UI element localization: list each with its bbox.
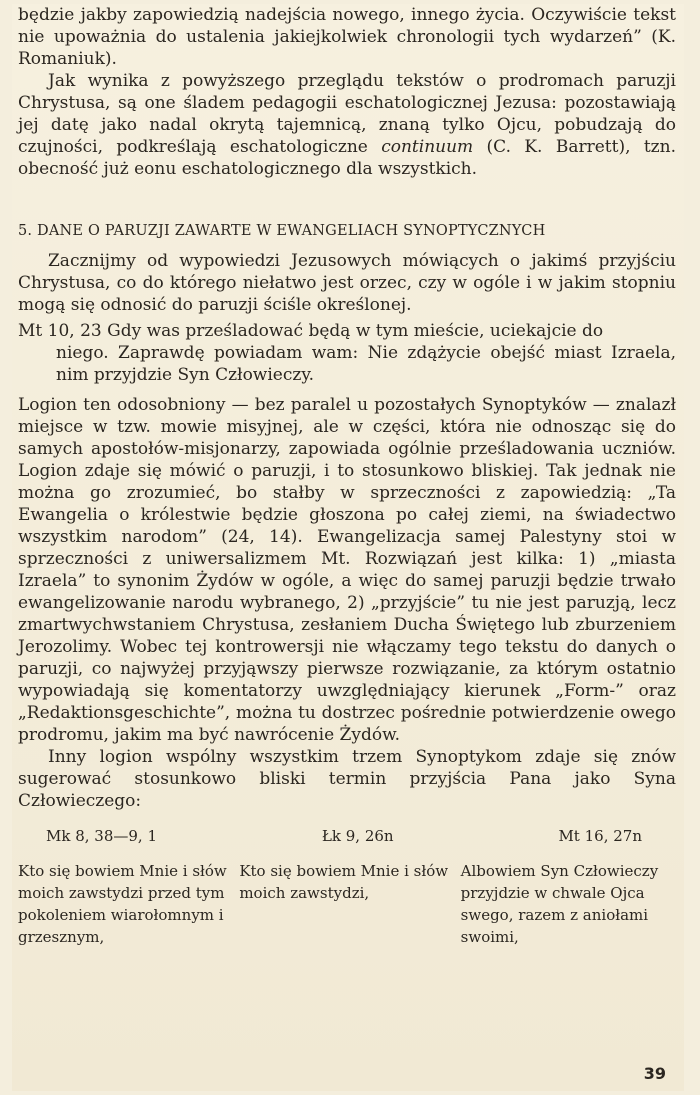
column-head-mk: Mk 8, 38—9, 1	[46, 827, 158, 845]
paragraph-2: Zacznijmy od wypowiedzi Jezusowych mówiących o jakimś przyjściu Chrystusa, co do którego niełatwo jest orzec, czy w ogóle i w jakim stopniu mogą się odnosić do paruzji ściśle określonej.	[18, 251, 676, 315]
page-content	[12, 4, 684, 948]
paragraph-1-end: (C. K. Barrett), tzn. obecność już eonu eschatologicznego dla wszystkich.	[18, 137, 676, 179]
synopsis-columns	[18, 860, 676, 948]
section-title: 5. DANE O PARUZJI ZAWARTE W EWANGELIACH SYNOPTYCZNYCH	[18, 223, 546, 239]
intro-paragraph: będzie jakby zapowiedzią nadejścia nowego, innego życia. Oczywiście tekst nie upoważnia do ustalenia jakiejkolwiek chronologii tych wydarzeń” (K. Romaniuk).	[18, 5, 676, 69]
column-mt	[461, 860, 676, 948]
paragraph-4: Inny logion wspólny wszystkim trzem Synoptykom zdaje się znów sugerować stosunkowo bliski termin przyjścia Pana jako Syna Człowieczego:	[18, 747, 676, 811]
page-number: 39	[643, 1064, 666, 1083]
column-mk-text: Kto się bowiem Mnie i słów moich zawstydzi przed tym pokoleniem wiarołomnym i grzesznym,	[18, 862, 227, 946]
synopsis-column-headers	[18, 826, 676, 846]
paragraph-3: Logion ten odosobniony — bez paralel u pozostałych Synoptyków — znalazł miejsce w tzw. mowie misyjnej, ale w części, która nie odnosząc się do samych apostołów-misjonarzy, zapowiada ogólnie prześladowania uczniów. Logion zdaje się mówić o paruzji, i to stosunkowo bliskiej. Tak jednak nie można go zrozumieć, bo stałby w sprzeczności z zapowiedzią: „Ta Ewangelia o królestwie będzie głoszona po całej ziemi, na świadectwo wszystkim narodom” (24, 14). Ewangelizacja samej Palestyny stoi w sprzeczności z uniwersalizmem Mt. Rozwiązań jest kilka: 1) „miasta Izraela” to synonim Żydów w ogóle, a więc do samej paruzji będzie trwało ewangelizowanie narodu wybranego, 2) „przyjście” tu nie jest paruzją, lecz zmartwychwstaniem Chrystusa, zesłaniem Ducha Świętego lub zburzeniem Jerozolimy. Wobec tej kontrowersji nie włączamy tego tekstu do danych o paruzji, co najwyżej przyjąwszy pierwsze rozwiązanie, za którym ostatnio wypowiadają się komentatorzy uwzględniający kierunek „Form-” oraz „Redaktionsgeschichte”, można tu dostrzec pośrednie potwierdzenie owego prodromu, jakim ma być nawrócenie Żydów.	[18, 395, 676, 745]
spacer	[18, 386, 676, 394]
paragraph-1-italic: continuum	[381, 137, 474, 157]
column-lk	[239, 860, 454, 948]
column-mk	[18, 860, 233, 948]
verse-first-line: Mt 10, 23 Gdy was prześladować będą w tym mieście, uciekajcie do	[18, 321, 604, 341]
column-mt-text: Albowiem Syn Człowieczy przyjdzie w chwale Ojca swego, razem z aniołami swoimi,	[460, 862, 659, 946]
verse-citation	[18, 320, 676, 386]
column-head-lk: Łk 9, 26n	[321, 827, 394, 845]
verse-rest: niego. Zaprawdę powiadam wam: Nie zdążycie obejść miast Izraela, nim przyjdzie Syn Człowieczy.	[56, 343, 676, 385]
document-page	[12, 4, 684, 1091]
paragraph-1-text: Jak wynika z powyższego przeglądu tekstów o prodromach paruzji Chrystusa, są one śladem pedagogii eschatologicznej Jezusa: pozostawiają jej datę jako nadal okrytą tajemnicą, znaną tylko Ojcu, pobudzają do czujności, podkreślają eschatologiczne	[18, 71, 676, 157]
column-lk-text: Kto się bowiem Mnie i słów moich zawstydzi,	[239, 862, 449, 902]
section-gap	[18, 180, 676, 220]
column-head-mt: Mt 16, 27n	[558, 827, 642, 845]
paragraph-1	[18, 70, 676, 180]
